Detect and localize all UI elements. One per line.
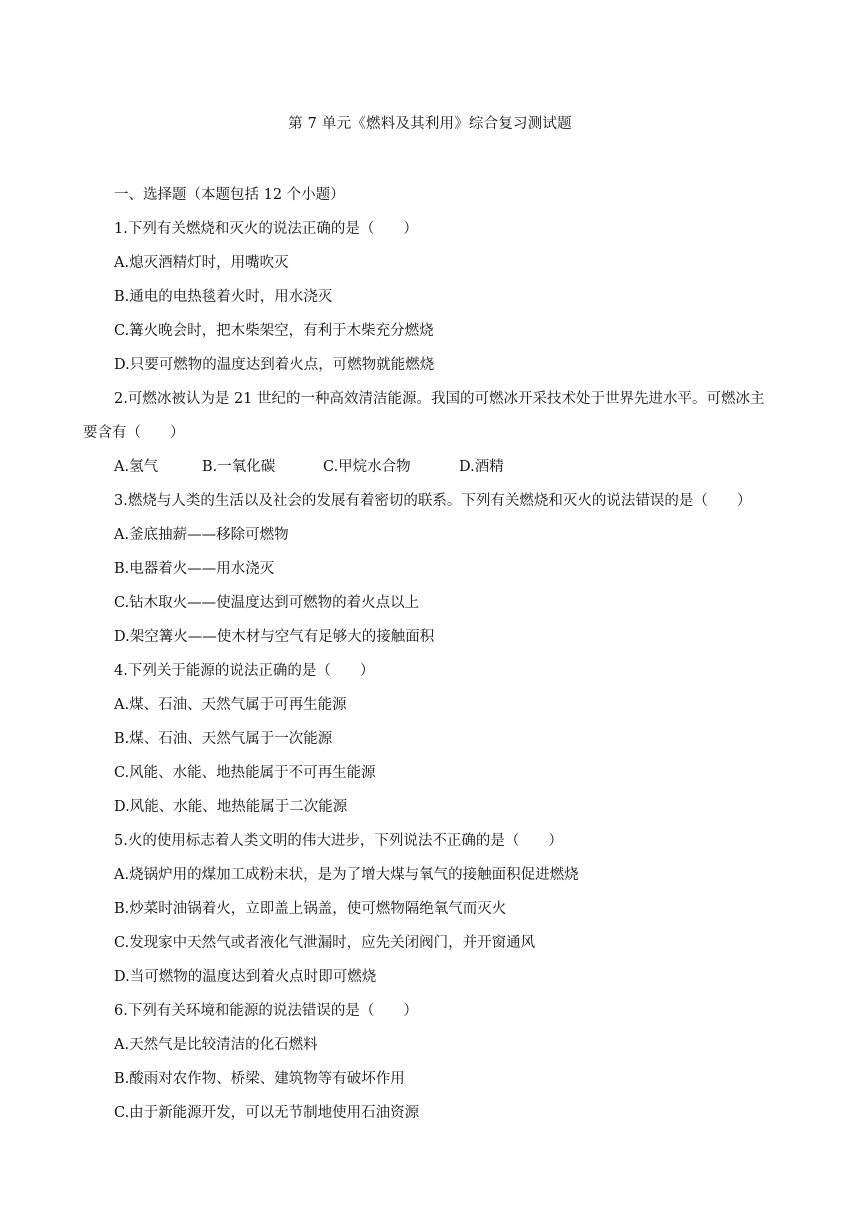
- question-5-option-a: A.烧锅炉用的煤加工成粉末状，是为了增大煤与氧气的接触面积促进燃烧: [114, 867, 579, 883]
- question-2-option-c: C.甲烷水合物: [323, 459, 411, 475]
- question-2-option-d: D.酒精: [459, 459, 504, 475]
- section-heading: 一、选择题（本题包括 12 个小题）: [114, 187, 345, 203]
- question-4-option-d: D.风能、水能、地热能属于二次能源: [114, 799, 348, 815]
- document-body: [0, 178, 860, 1130]
- question-6-stem: 6.下列有关环境和能源的说法错误的是（ ）: [114, 1003, 418, 1019]
- question-5-option-c: C.发现家中天然气或者液化气泄漏时，应先关闭阀门，并开窗通风: [114, 935, 536, 951]
- question-3-option-d: D.架空篝火——使木材与空气有足够大的接触面积: [114, 629, 435, 645]
- question-2-options-row: [0, 450, 860, 484]
- document-title: 第 7 单元《燃料及其利用》综合复习测试题: [288, 116, 572, 132]
- question-5-option-b: B.炒菜时油锅着火，立即盖上锅盖，使可燃物隔绝氧气而灭火: [114, 901, 507, 917]
- question-1-option-c: C.篝火晚会时，把木柴架空，有利于木柴充分燃烧: [114, 323, 434, 339]
- question-2-option-a: A.氢气: [114, 459, 159, 475]
- question-1-option-b: B.通电的电热毯着火时，用水浇灭: [114, 289, 333, 305]
- question-3-stem: 3.燃烧与人类的生活以及社会的发展有着密切的联系。下列有关燃烧和灭火的说法错误的是（ ）: [114, 493, 752, 509]
- question-3-option-c: C.钻木取火——使温度达到可燃物的着火点以上: [114, 595, 420, 611]
- question-2-option-b: B.一氧化碳: [202, 459, 276, 475]
- question-3-option-a: A.釜底抽薪——移除可燃物: [114, 527, 289, 543]
- question-4-option-c: C.风能、水能、地热能属于不可再生能源: [114, 765, 376, 781]
- question-3-option-b: B.电器着火——用水浇灭: [114, 561, 275, 577]
- question-6-option-c: C.由于新能源开发，可以无节制地使用石油资源: [114, 1105, 420, 1121]
- question-4-option-a: A.煤、石油、天然气属于可再生能源: [114, 697, 347, 713]
- question-1-stem: 1.下列有关燃烧和灭火的说法正确的是（ ）: [114, 221, 418, 237]
- question-5-stem: 5.火的使用标志着人类文明的伟大进步，下列说法不正确的是（ ）: [114, 833, 563, 849]
- question-6-option-b: B.酸雨对农作物、桥梁、建筑物等有破坏作用: [114, 1071, 405, 1087]
- question-4-option-b: B.煤、石油、天然气属于一次能源: [114, 731, 333, 747]
- question-5-option-d: D.当可燃物的温度达到着火点时即可燃烧: [114, 969, 377, 985]
- question-1-option-d: D.只要可燃物的温度达到着火点，可燃物就能燃烧: [114, 357, 435, 373]
- question-4-stem: 4.下列关于能源的说法正确的是（ ）: [114, 663, 375, 679]
- question-2-stem: 2.可燃冰被认为是 21 世纪的一种高效清洁能源。我国的可燃冰开采技术处于世界先进水平。可燃冰主: [114, 391, 765, 407]
- question-6-option-a: A.天然气是比较清洁的化石燃料: [114, 1037, 318, 1053]
- question-1-option-a: A.熄灭酒精灯时，用嘴吹灭: [114, 255, 289, 271]
- question-2-stem-continued: 要含有（ ）: [83, 425, 185, 441]
